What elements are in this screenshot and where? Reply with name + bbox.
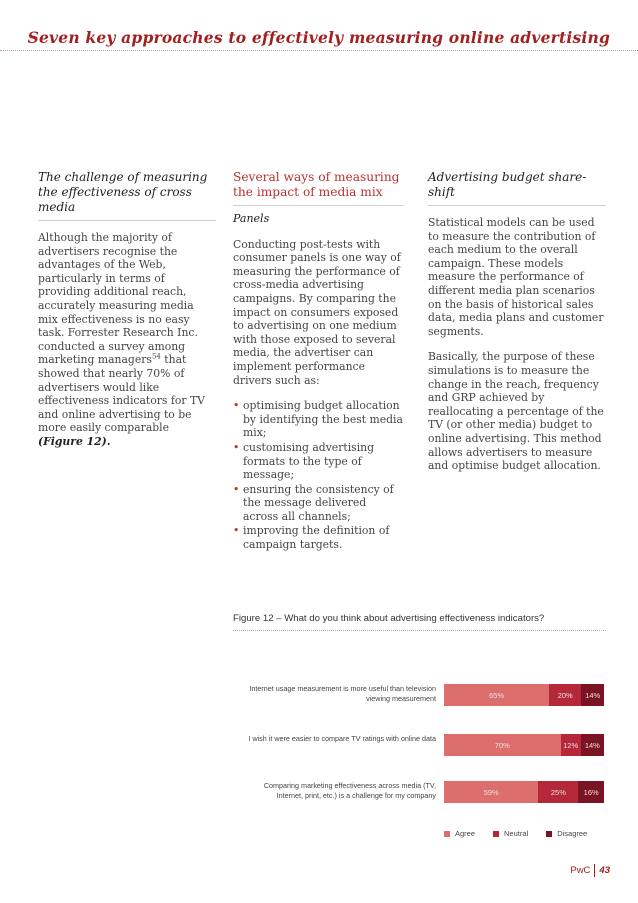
- bullet-icon: •: [233, 524, 240, 538]
- stacked-bar-chart: [233, 631, 606, 851]
- figure-ref: (Figure 12).: [38, 434, 111, 448]
- legend-label: Neutral: [504, 829, 529, 838]
- chart-legend: [444, 829, 605, 838]
- column-heading: Advertising budget share-shift: [428, 170, 606, 206]
- page-header-title: Seven key approaches to effectively measuring online advertising: [27, 28, 610, 47]
- page-number: 43: [599, 865, 610, 876]
- legend-swatch: [493, 831, 499, 837]
- bar-segment-neutral: 25%: [538, 781, 578, 803]
- header-divider: [0, 50, 638, 51]
- stacked-bar: [444, 734, 604, 756]
- figure-title: Figure 12 – What do you think about advertising effectiveness indicators?: [233, 613, 606, 631]
- column-heading: The challenge of measuring the effectiveness of cross media: [38, 170, 216, 221]
- bar-segment-neutral: 20%: [549, 684, 581, 706]
- category-label: I wish it were easier to compare TV ratings with online data: [248, 734, 436, 743]
- legend-item: [493, 829, 528, 838]
- column-challenge: [38, 170, 216, 461]
- category-label: Comparing marketing effectiveness across media (TV, Internet, print, etc.) is a challenge for my company: [263, 781, 436, 800]
- paragraph-text-cont: that showed that nearly 70% of advertisers would like effectiveness indicators for TV and online advertising to be more easily comparable: [38, 353, 205, 435]
- footnote-ref: 54: [151, 352, 161, 361]
- chart-bar-row: [233, 734, 606, 756]
- column-paragraph: Conducting post-tests with consumer panels is one way of measuring the performance of cross-media advertising campaigns. By comparing the impact on consumers exposed to advertising on one medium with those exposed to several media, the advertiser can implement performance drivers such as:: [233, 237, 401, 387]
- chart-bar-row: [233, 781, 606, 803]
- figure-12: [233, 613, 606, 851]
- stacked-bar: [444, 781, 604, 803]
- bar-segment-agree: 70%: [444, 734, 561, 756]
- list-item-text: customising advertising formats to the type of message;: [243, 440, 375, 482]
- bar-segment-disagree: 14%: [581, 734, 604, 756]
- bar-segment-agree: 59%: [444, 781, 538, 803]
- bar-segment-disagree: 16%: [578, 781, 604, 803]
- footer-divider: [594, 864, 595, 877]
- legend-swatch: [444, 831, 450, 837]
- stacked-bar: [444, 684, 604, 706]
- column-paragraph: [38, 231, 216, 449]
- list-item: [233, 524, 403, 551]
- chart-bar-row: [233, 684, 606, 706]
- column-budget-shift: [428, 170, 606, 485]
- brand-name: PwC: [570, 865, 591, 876]
- bar-segment-neutral: 12%: [561, 734, 581, 756]
- bullet-icon: •: [233, 399, 240, 413]
- legend-swatch: [546, 831, 552, 837]
- list-item: [233, 483, 403, 524]
- column-heading: Several ways of measuring the impact of media mix: [233, 170, 403, 206]
- bullet-icon: •: [233, 482, 240, 496]
- column-media-mix: [233, 170, 403, 553]
- list-item: [233, 399, 403, 440]
- list-item-text: improving the definition of campaign targets.: [243, 524, 390, 552]
- list-item-text: optimising budget allocation by identifying the best media mix;: [243, 399, 403, 440]
- paragraph-text: Although the majority of advertisers recognise the advantages of the Web, particularly in terms of providing additional reach, accurately measuring media mix effectiveness is no easy task. Forrester Research Inc. conducted a survey among marketing managers: [38, 231, 198, 367]
- column-paragraph: Statistical models can be used to measure the contribution of each medium to the overall campaign. These models measure the performance of different media plan scenarios on the basis of historical sales data, media plans and customer segments.: [428, 216, 604, 338]
- bar-segment-agree: 65%: [444, 684, 549, 706]
- list-item: [233, 441, 403, 482]
- column-paragraph: Basically, the purpose of these simulations is to measure the change in the reach, frequency and GRP achieved by reallocating a percentage of the TV (or other media) budget to online advertising. This method allows advertisers to measure and optimise budget allocation.: [428, 350, 604, 473]
- page-footer: [570, 864, 610, 877]
- legend-item: [546, 829, 587, 838]
- legend-label: Agree: [455, 829, 476, 838]
- legend-item: [444, 829, 475, 838]
- legend-label: Disagree: [557, 829, 588, 838]
- bullet-icon: •: [233, 440, 240, 454]
- bar-segment-disagree: 14%: [581, 684, 604, 706]
- category-label: Internet usage measurement is more useful than television viewing measurement: [249, 684, 436, 703]
- bullet-list: [233, 399, 403, 552]
- list-item-text: ensuring the consistency of the message delivered across all channels;: [243, 482, 394, 523]
- column-subheading: Panels: [233, 212, 270, 225]
